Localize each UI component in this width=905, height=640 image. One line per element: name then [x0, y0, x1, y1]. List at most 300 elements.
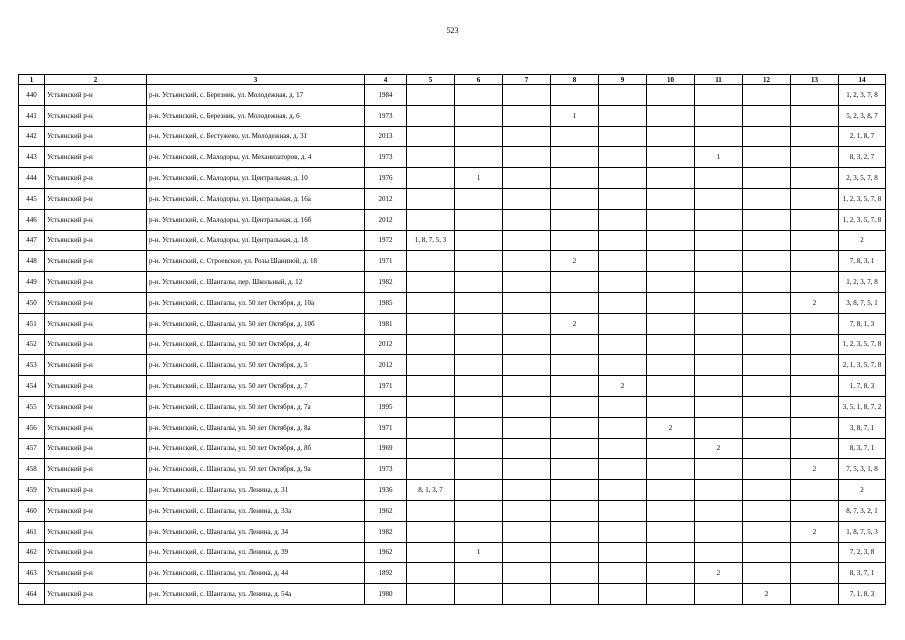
row-number-cell: 449 — [19, 272, 45, 293]
col-6-cell — [455, 334, 503, 355]
col-6-cell — [455, 521, 503, 542]
district-cell: Устьянский р-н — [45, 209, 147, 230]
col-8-cell — [551, 85, 599, 106]
col-14-cell: 8, 3, 2, 7 — [839, 147, 886, 168]
col-11-cell — [695, 584, 743, 605]
table-row — [19, 209, 886, 230]
address-cell: р-н. Устьянский, с. Малодоры, ул. Центральная, д. 18 — [147, 230, 365, 251]
col-13-cell — [791, 209, 839, 230]
col-13-cell — [791, 251, 839, 272]
col-10-cell — [647, 500, 695, 521]
col-9-cell — [599, 188, 647, 209]
col-8-cell — [551, 147, 599, 168]
col-11-cell: 2 — [695, 563, 743, 584]
district-cell: Устьянский р-н — [45, 292, 147, 313]
table-row — [19, 355, 886, 376]
table-row — [19, 334, 886, 355]
col-14-cell: 1, 2, 3, 7, 8 — [839, 85, 886, 106]
col-11-cell — [695, 209, 743, 230]
col-13-cell — [791, 584, 839, 605]
col-6-cell — [455, 147, 503, 168]
address-cell: р-н. Устьянский, с. Шангалы, ул. Ленина, д. 34 — [147, 521, 365, 542]
col-9-cell — [599, 480, 647, 501]
col-7-cell — [503, 521, 551, 542]
col-6-cell — [455, 480, 503, 501]
district-cell: Устьянский р-н — [45, 376, 147, 397]
col-13-cell — [791, 563, 839, 584]
table-row — [19, 188, 886, 209]
district-cell: Устьянский р-н — [45, 521, 147, 542]
col-5-cell — [407, 85, 455, 106]
table-header-row — [19, 75, 886, 85]
col-10-cell — [647, 542, 695, 563]
col-11-cell — [695, 188, 743, 209]
column-header-12: 12 — [743, 75, 791, 85]
col-12-cell — [743, 209, 791, 230]
col-9-cell — [599, 417, 647, 438]
col-13-cell: 2 — [791, 459, 839, 480]
col-7-cell — [503, 126, 551, 147]
table-row — [19, 292, 886, 313]
col-10-cell — [647, 230, 695, 251]
year-cell: 1973 — [365, 147, 407, 168]
col-7-cell — [503, 542, 551, 563]
col-12-cell — [743, 334, 791, 355]
col-11-cell — [695, 126, 743, 147]
col-6-cell — [455, 500, 503, 521]
col-9-cell — [599, 542, 647, 563]
col-10-cell — [647, 251, 695, 272]
table-row — [19, 459, 886, 480]
district-cell: Устьянский р-н — [45, 563, 147, 584]
column-header-3: 3 — [147, 75, 365, 85]
col-12-cell — [743, 563, 791, 584]
col-8-cell — [551, 438, 599, 459]
row-number-cell: 442 — [19, 126, 45, 147]
col-10-cell — [647, 85, 695, 106]
col-11-cell — [695, 355, 743, 376]
col-6-cell — [455, 417, 503, 438]
col-5-cell — [407, 376, 455, 397]
col-8-cell — [551, 459, 599, 480]
column-header-4: 4 — [365, 75, 407, 85]
col-13-cell — [791, 438, 839, 459]
year-cell: 1969 — [365, 438, 407, 459]
address-cell: р-н. Устьянский, с. Малодоры, ул. Центральная, д. 10 — [147, 168, 365, 189]
row-number-cell: 463 — [19, 563, 45, 584]
col-13-cell: 2 — [791, 292, 839, 313]
column-header-1: 1 — [19, 75, 45, 85]
col-11-cell — [695, 334, 743, 355]
address-cell: р-н. Устьянский, с. Шангалы, ул. 50 лет Октября, д. 7а — [147, 396, 365, 417]
column-header-10: 10 — [647, 75, 695, 85]
col-14-cell: 2, 1, 8, 7 — [839, 126, 886, 147]
col-7-cell — [503, 251, 551, 272]
col-10-cell — [647, 521, 695, 542]
row-number-cell: 447 — [19, 230, 45, 251]
col-9-cell — [599, 251, 647, 272]
col-10-cell — [647, 438, 695, 459]
col-8-cell — [551, 188, 599, 209]
row-number-cell: 450 — [19, 292, 45, 313]
col-12-cell — [743, 480, 791, 501]
col-8-cell — [551, 355, 599, 376]
address-cell: р-н. Устьянский, с. Бестужево, ул. Молодежная, д. 31 — [147, 126, 365, 147]
col-13-cell: 2 — [791, 521, 839, 542]
col-12-cell — [743, 126, 791, 147]
col-8-cell — [551, 292, 599, 313]
address-cell: р-н. Устьянский, с. Шангалы, ул. 50 лет Октября, д. 10а — [147, 292, 365, 313]
col-7-cell — [503, 355, 551, 376]
col-9-cell — [599, 396, 647, 417]
col-7-cell — [503, 396, 551, 417]
row-number-cell: 456 — [19, 417, 45, 438]
col-9-cell — [599, 459, 647, 480]
col-8-cell — [551, 584, 599, 605]
col-6-cell — [455, 376, 503, 397]
col-7-cell — [503, 292, 551, 313]
col-11-cell — [695, 542, 743, 563]
table-row — [19, 251, 886, 272]
col-8-cell — [551, 521, 599, 542]
district-cell: Устьянский р-н — [45, 334, 147, 355]
col-13-cell — [791, 126, 839, 147]
col-13-cell — [791, 230, 839, 251]
col-6-cell — [455, 355, 503, 376]
col-14-cell: 7, 8, 3, 1 — [839, 251, 886, 272]
district-cell: Устьянский р-н — [45, 396, 147, 417]
year-cell: 1971 — [365, 251, 407, 272]
col-9-cell — [599, 85, 647, 106]
year-cell: 1984 — [365, 85, 407, 106]
col-11-cell — [695, 396, 743, 417]
col-10-cell — [647, 272, 695, 293]
col-5-cell: 1, 8, 7, 5, 3 — [407, 230, 455, 251]
col-14-cell: 1, 7, 8, 3 — [839, 376, 886, 397]
district-cell: Устьянский р-н — [45, 188, 147, 209]
address-cell: р-н. Устьянский, с. Шангалы, ул. 50 лет Октября, д. 8б — [147, 438, 365, 459]
col-10-cell — [647, 126, 695, 147]
col-11-cell — [695, 85, 743, 106]
col-9-cell — [599, 334, 647, 355]
col-5-cell — [407, 563, 455, 584]
year-cell: 1981 — [365, 313, 407, 334]
col-6-cell — [455, 396, 503, 417]
column-header-6: 6 — [455, 75, 503, 85]
col-13-cell — [791, 105, 839, 126]
col-5-cell — [407, 417, 455, 438]
page-number: 523 — [446, 26, 459, 35]
col-6-cell: 1 — [455, 168, 503, 189]
col-9-cell — [599, 563, 647, 584]
col-5-cell — [407, 209, 455, 230]
table-row — [19, 313, 886, 334]
col-12-cell — [743, 85, 791, 106]
table-row — [19, 542, 886, 563]
column-header-11: 11 — [695, 75, 743, 85]
col-14-cell: 1, 8, 7, 5, 3 — [839, 521, 886, 542]
row-number-cell: 457 — [19, 438, 45, 459]
col-7-cell — [503, 105, 551, 126]
col-5-cell — [407, 355, 455, 376]
district-cell: Устьянский р-н — [45, 251, 147, 272]
col-5-cell — [407, 521, 455, 542]
table-row — [19, 230, 886, 251]
col-14-cell: 2, 3, 5, 7, 8 — [839, 168, 886, 189]
col-11-cell: 1 — [695, 147, 743, 168]
district-cell: Устьянский р-н — [45, 313, 147, 334]
col-8-cell — [551, 500, 599, 521]
col-5-cell — [407, 542, 455, 563]
row-number-cell: 461 — [19, 521, 45, 542]
col-5-cell — [407, 313, 455, 334]
col-10-cell — [647, 105, 695, 126]
col-11-cell — [695, 459, 743, 480]
district-cell: Устьянский р-н — [45, 584, 147, 605]
col-10-cell — [647, 376, 695, 397]
district-cell: Устьянский р-н — [45, 168, 147, 189]
address-cell: р-н. Устьянский, с. Малодоры, ул. Центральная, д. 16б — [147, 209, 365, 230]
col-9-cell — [599, 313, 647, 334]
table-row — [19, 272, 886, 293]
col-14-cell: 2 — [839, 480, 886, 501]
col-6-cell — [455, 209, 503, 230]
col-9-cell — [599, 105, 647, 126]
col-6-cell — [455, 126, 503, 147]
address-cell: р-н. Устьянский, с. Шангалы, ул. 50 лет Октября, д. 8а — [147, 417, 365, 438]
col-9-cell — [599, 126, 647, 147]
table-row — [19, 584, 886, 605]
district-cell: Устьянский р-н — [45, 542, 147, 563]
district-cell: Устьянский р-н — [45, 126, 147, 147]
col-7-cell — [503, 584, 551, 605]
table-body — [19, 85, 886, 605]
col-13-cell — [791, 376, 839, 397]
col-10-cell — [647, 292, 695, 313]
col-10-cell — [647, 147, 695, 168]
col-6-cell — [455, 188, 503, 209]
col-7-cell — [503, 313, 551, 334]
row-number-cell: 459 — [19, 480, 45, 501]
table-row — [19, 105, 886, 126]
col-10-cell — [647, 563, 695, 584]
col-8-cell — [551, 334, 599, 355]
district-cell: Устьянский р-н — [45, 459, 147, 480]
col-14-cell: 2 — [839, 230, 886, 251]
col-12-cell — [743, 500, 791, 521]
address-cell: р-н. Устьянский, с. Малодоры, ул. Механизаторов, д. 4 — [147, 147, 365, 168]
col-12-cell — [743, 521, 791, 542]
col-10-cell — [647, 355, 695, 376]
row-number-cell: 441 — [19, 105, 45, 126]
col-10-cell: 2 — [647, 417, 695, 438]
col-12-cell — [743, 313, 791, 334]
col-14-cell: 3, 8, 7, 5, 1 — [839, 292, 886, 313]
column-header-13: 13 — [791, 75, 839, 85]
col-6-cell — [455, 292, 503, 313]
year-cell: 1971 — [365, 376, 407, 397]
col-5-cell — [407, 396, 455, 417]
col-12-cell — [743, 168, 791, 189]
table-row — [19, 147, 886, 168]
col-9-cell — [599, 355, 647, 376]
col-5-cell — [407, 147, 455, 168]
col-7-cell — [503, 417, 551, 438]
col-8-cell — [551, 272, 599, 293]
address-cell: р-н. Устьянский, с. Шангалы, пер. Школьный, д. 12 — [147, 272, 365, 293]
year-cell: 1982 — [365, 272, 407, 293]
col-6-cell: 1 — [455, 542, 503, 563]
col-13-cell — [791, 147, 839, 168]
col-7-cell — [503, 188, 551, 209]
col-5-cell — [407, 334, 455, 355]
table-row — [19, 396, 886, 417]
col-13-cell — [791, 396, 839, 417]
col-14-cell: 5, 2, 3, 8, 7 — [839, 105, 886, 126]
col-13-cell — [791, 542, 839, 563]
col-11-cell — [695, 251, 743, 272]
col-8-cell: 1 — [551, 105, 599, 126]
table-row — [19, 480, 886, 501]
col-9-cell — [599, 230, 647, 251]
column-header-14: 14 — [839, 75, 886, 85]
row-number-cell: 458 — [19, 459, 45, 480]
row-number-cell: 462 — [19, 542, 45, 563]
col-12-cell: 2 — [743, 584, 791, 605]
address-cell: р-н. Устьянский, с. Шангалы, ул. 50 лет Октября, д. 7 — [147, 376, 365, 397]
address-cell: р-н. Устьянский, с. Березник, ул. Молодежная, д. 6 — [147, 105, 365, 126]
col-13-cell — [791, 272, 839, 293]
col-10-cell — [647, 459, 695, 480]
year-cell: 2012 — [365, 334, 407, 355]
year-cell: 1973 — [365, 459, 407, 480]
column-header-5: 5 — [407, 75, 455, 85]
col-10-cell — [647, 168, 695, 189]
address-cell: р-н. Устьянский, с. Шангалы, ул. Ленина, д. 39 — [147, 542, 365, 563]
col-11-cell — [695, 292, 743, 313]
district-cell: Устьянский р-н — [45, 230, 147, 251]
col-11-cell — [695, 105, 743, 126]
col-13-cell — [791, 188, 839, 209]
row-number-cell: 445 — [19, 188, 45, 209]
table-row — [19, 376, 886, 397]
col-11-cell — [695, 376, 743, 397]
table-row — [19, 521, 886, 542]
year-cell: 2012 — [365, 209, 407, 230]
col-5-cell — [407, 438, 455, 459]
col-14-cell: 3, 5, 1, 8, 7, 2 — [839, 396, 886, 417]
year-cell: 1995 — [365, 396, 407, 417]
col-10-cell — [647, 396, 695, 417]
col-12-cell — [743, 230, 791, 251]
col-12-cell — [743, 292, 791, 313]
col-14-cell: 1, 2, 3, 5, 7, 8 — [839, 334, 886, 355]
col-14-cell: 1, 2, 3, 7, 8 — [839, 272, 886, 293]
col-10-cell — [647, 334, 695, 355]
col-6-cell — [455, 105, 503, 126]
col-9-cell — [599, 584, 647, 605]
address-cell: р-н. Устьянский, с. Шангалы, ул. Ленина, д. 44 — [147, 563, 365, 584]
col-8-cell — [551, 542, 599, 563]
col-12-cell — [743, 251, 791, 272]
col-5-cell — [407, 459, 455, 480]
table-row — [19, 168, 886, 189]
row-number-cell: 440 — [19, 85, 45, 106]
col-14-cell: 2, 1, 3, 5, 7, 8 — [839, 355, 886, 376]
col-11-cell — [695, 313, 743, 334]
col-8-cell — [551, 396, 599, 417]
year-cell: 1973 — [365, 105, 407, 126]
col-11-cell — [695, 480, 743, 501]
col-12-cell — [743, 542, 791, 563]
col-6-cell — [455, 584, 503, 605]
col-8-cell: 2 — [551, 251, 599, 272]
col-14-cell: 7, 2, 3, 8 — [839, 542, 886, 563]
year-cell: 1892 — [365, 563, 407, 584]
col-5-cell: 8, 1, 3, 7 — [407, 480, 455, 501]
col-9-cell — [599, 272, 647, 293]
table-row — [19, 417, 886, 438]
col-6-cell — [455, 85, 503, 106]
col-14-cell: 3, 8, 7, 1 — [839, 417, 886, 438]
col-9-cell: 2 — [599, 376, 647, 397]
year-cell: 1985 — [365, 292, 407, 313]
row-number-cell: 460 — [19, 500, 45, 521]
col-7-cell — [503, 334, 551, 355]
col-5-cell — [407, 584, 455, 605]
row-number-cell: 453 — [19, 355, 45, 376]
col-5-cell — [407, 251, 455, 272]
col-7-cell — [503, 480, 551, 501]
col-7-cell — [503, 438, 551, 459]
col-8-cell — [551, 417, 599, 438]
col-10-cell — [647, 480, 695, 501]
table-row — [19, 85, 886, 106]
register-table — [18, 74, 886, 605]
row-number-cell: 444 — [19, 168, 45, 189]
col-13-cell — [791, 480, 839, 501]
year-cell: 1962 — [365, 542, 407, 563]
col-6-cell — [455, 313, 503, 334]
col-6-cell — [455, 459, 503, 480]
row-number-cell: 446 — [19, 209, 45, 230]
col-10-cell — [647, 188, 695, 209]
col-6-cell — [455, 438, 503, 459]
district-cell: Устьянский р-н — [45, 105, 147, 126]
address-cell: р-н. Устьянский, с. Шангалы, ул. Ленина, д. 31 — [147, 480, 365, 501]
col-6-cell — [455, 563, 503, 584]
col-14-cell: 8, 7, 3, 2, 1 — [839, 500, 886, 521]
address-cell: р-н. Устьянский, с. Строевское, ул. Розы Шаниной, д. 18 — [147, 251, 365, 272]
col-13-cell — [791, 355, 839, 376]
col-8-cell — [551, 376, 599, 397]
col-8-cell — [551, 480, 599, 501]
district-cell: Устьянский р-н — [45, 500, 147, 521]
col-12-cell — [743, 147, 791, 168]
col-11-cell: 2 — [695, 438, 743, 459]
year-cell: 2012 — [365, 188, 407, 209]
col-7-cell — [503, 85, 551, 106]
col-14-cell: 7, 1, 8, 3 — [839, 584, 886, 605]
address-cell: р-н. Устьянский, с. Шангалы, ул. Ленина, д. 54а — [147, 584, 365, 605]
col-7-cell — [503, 230, 551, 251]
year-cell: 1936 — [365, 480, 407, 501]
col-9-cell — [599, 168, 647, 189]
year-cell: 1962 — [365, 500, 407, 521]
col-5-cell — [407, 292, 455, 313]
year-cell: 1971 — [365, 417, 407, 438]
row-number-cell: 464 — [19, 584, 45, 605]
